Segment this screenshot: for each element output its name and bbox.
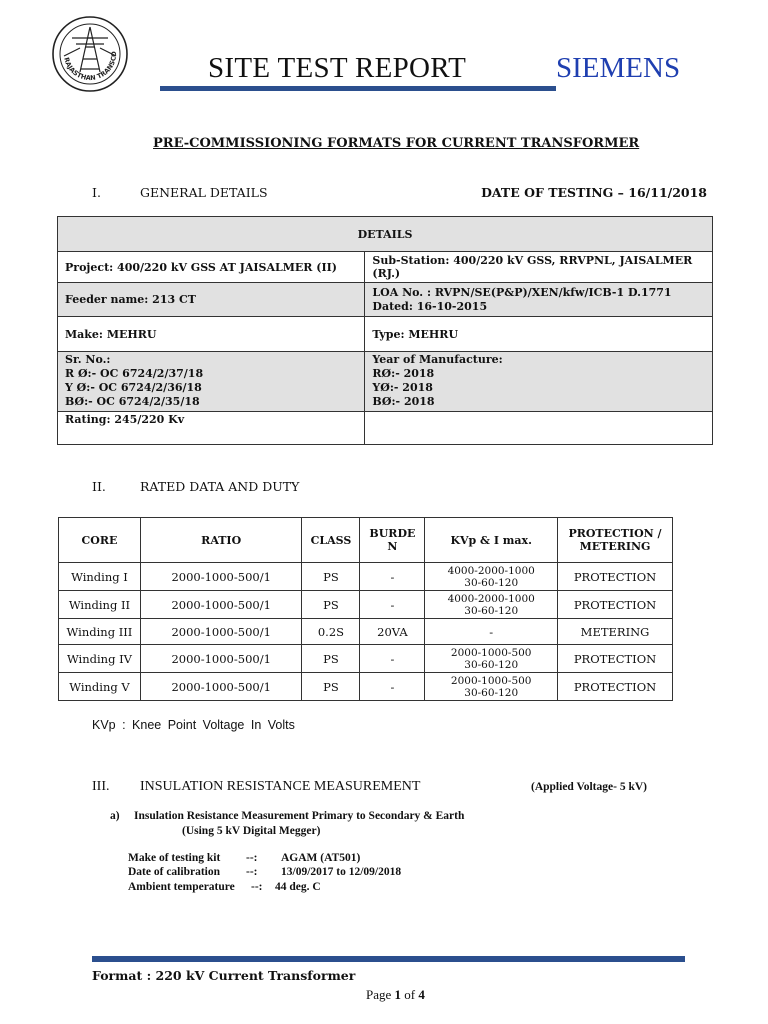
type-cell: Type: MEHRU — [365, 317, 713, 352]
header-burden: BURDE N — [360, 518, 425, 563]
document-subheading: PRE-COMMISSIONING FORMATS FOR CURRENT TRANSFORMER — [153, 136, 640, 151]
table-row — [59, 563, 673, 591]
project-cell: Project: 400/220 kV GSS AT JAISALMER (II) — [58, 252, 365, 283]
header-kvp: KVp & I max. — [425, 518, 558, 563]
table-row — [59, 645, 673, 673]
class-cell: PS — [302, 673, 360, 701]
kvp-note: KVp : Knee Point Voltage In Volts — [92, 718, 295, 732]
make-cell: Make: MEHRU — [58, 317, 365, 352]
ratio-cell: 2000-1000-500/1 — [140, 619, 302, 645]
subsection-a-label: a) — [110, 810, 120, 822]
ambient-value: 44 deg. C — [275, 881, 321, 893]
burden-cell: - — [360, 591, 425, 619]
serial-r-phase: R Ø:- OC 6724/2/37/18 — [65, 367, 204, 380]
class-cell: PS — [302, 645, 360, 673]
core-cell: Winding II — [59, 591, 141, 619]
make-label: Make of testing kit — [128, 852, 221, 864]
class-cell: PS — [302, 563, 360, 591]
footer-bar — [92, 956, 685, 962]
ratio-cell: 2000-1000-500/1 — [140, 591, 302, 619]
kvp-cell: 4000-2000-1000 30-60-120 — [425, 591, 558, 619]
calibration-label: Date of calibration — [128, 866, 220, 878]
section-3-title: INSULATION RESISTANCE MEASUREMENT — [140, 779, 421, 794]
serial-label: Sr. No.: — [65, 353, 111, 366]
core-cell: Winding V — [59, 673, 141, 701]
section-3-number: III. — [92, 779, 110, 794]
class-cell: 0.2S — [302, 619, 360, 645]
burden-cell: - — [360, 673, 425, 701]
rating-blank-cell — [365, 412, 713, 445]
page-number: Page 1 of 4 — [366, 987, 425, 1002]
calibration-value: 13/09/2017 to 12/09/2018 — [281, 866, 402, 878]
protection-cell: PROTECTION — [558, 673, 673, 701]
make-separator: --: — [246, 852, 258, 864]
kvp-cell: 2000-1000-500 30-60-120 — [425, 645, 558, 673]
ratio-cell: 2000-1000-500/1 — [140, 673, 302, 701]
burden-cell: - — [360, 645, 425, 673]
make-value: AGAM (AT501) — [281, 852, 361, 864]
table-row — [59, 619, 673, 645]
protection-cell: PROTECTION — [558, 563, 673, 591]
kvp-cell: 4000-2000-1000 30-60-120 — [425, 563, 558, 591]
yom-r-phase: RØ:- 2018 — [372, 367, 435, 380]
serial-y-phase: Y Ø:- OC 6724/2/36/18 — [65, 381, 202, 394]
protection-cell: METERING — [558, 619, 673, 645]
subsection-a-line2: (Using 5 kV Digital Megger) — [182, 825, 321, 837]
core-cell: Winding IV — [59, 645, 141, 673]
footer-format: Format : 220 kV Current Transformer — [92, 968, 356, 983]
ambient-separator: --: — [251, 881, 263, 893]
rajasthan-transco-logo — [50, 14, 130, 94]
core-cell: Winding I — [59, 563, 141, 591]
class-cell: PS — [302, 591, 360, 619]
header-protection: PROTECTION / METERING — [558, 518, 673, 563]
logo-text: RAJASTHAN TRANSCO — [62, 51, 119, 83]
header-core: CORE — [59, 518, 141, 563]
yom-label: Year of Manufacture: — [372, 353, 503, 366]
header-ratio: RATIO — [140, 518, 302, 563]
header-class: CLASS — [302, 518, 360, 563]
year-of-manufacture-cell — [365, 352, 713, 412]
yom-b-phase: BØ:- 2018 — [372, 395, 435, 408]
core-cell: Winding III — [59, 619, 141, 645]
burden-cell: - — [360, 563, 425, 591]
details-heading: DETAILS — [58, 217, 713, 252]
title-underline-bar — [160, 86, 556, 91]
yom-y-phase: YØ:- 2018 — [372, 381, 433, 394]
kvp-cell: - — [425, 619, 558, 645]
section-2-number: II. — [92, 479, 106, 494]
rating-cell: Rating: 245/220 Kv — [58, 412, 365, 445]
protection-cell: PROTECTION — [558, 645, 673, 673]
substation-cell: Sub-Station: 400/220 kV GSS, RRVPNL, JAISALMER (RJ.) — [365, 252, 713, 283]
report-title: SITE TEST REPORT — [208, 52, 467, 84]
table-row — [59, 673, 673, 701]
ratio-cell: 2000-1000-500/1 — [140, 563, 302, 591]
table-row — [59, 591, 673, 619]
calibration-separator: --: — [246, 866, 258, 878]
ratio-cell: 2000-1000-500/1 — [140, 645, 302, 673]
kvp-cell: 2000-1000-500 30-60-120 — [425, 673, 558, 701]
serial-b-phase: BØ:- OC 6724/2/35/18 — [65, 395, 200, 408]
subsection-a-line1: Insulation Resistance Measurement Primary to Secondary & Earth — [134, 810, 465, 822]
burden-cell: 20VA — [360, 619, 425, 645]
general-details-table — [57, 216, 713, 445]
protection-cell: PROTECTION — [558, 591, 673, 619]
loa-cell: LOA No. : RVPN/SE(P&P)/XEN/kfw/ICB-1 D.1771 Dated: 16-10-2015 — [365, 283, 713, 317]
serial-number-cell — [58, 352, 365, 412]
siemens-brand: SIEMENS — [556, 52, 681, 84]
section-2-title: RATED DATA AND DUTY — [140, 479, 300, 494]
section-1-number: I. — [92, 185, 101, 200]
applied-voltage: (Applied Voltage- 5 kV) — [531, 781, 647, 793]
date-of-testing: DATE OF TESTING – 16/11/2018 — [481, 185, 707, 200]
feeder-cell: Feeder name: 213 CT — [58, 283, 365, 317]
ambient-label: Ambient temperature — [128, 881, 235, 893]
rated-data-table — [58, 517, 673, 701]
section-1-title: GENERAL DETAILS — [140, 185, 268, 200]
